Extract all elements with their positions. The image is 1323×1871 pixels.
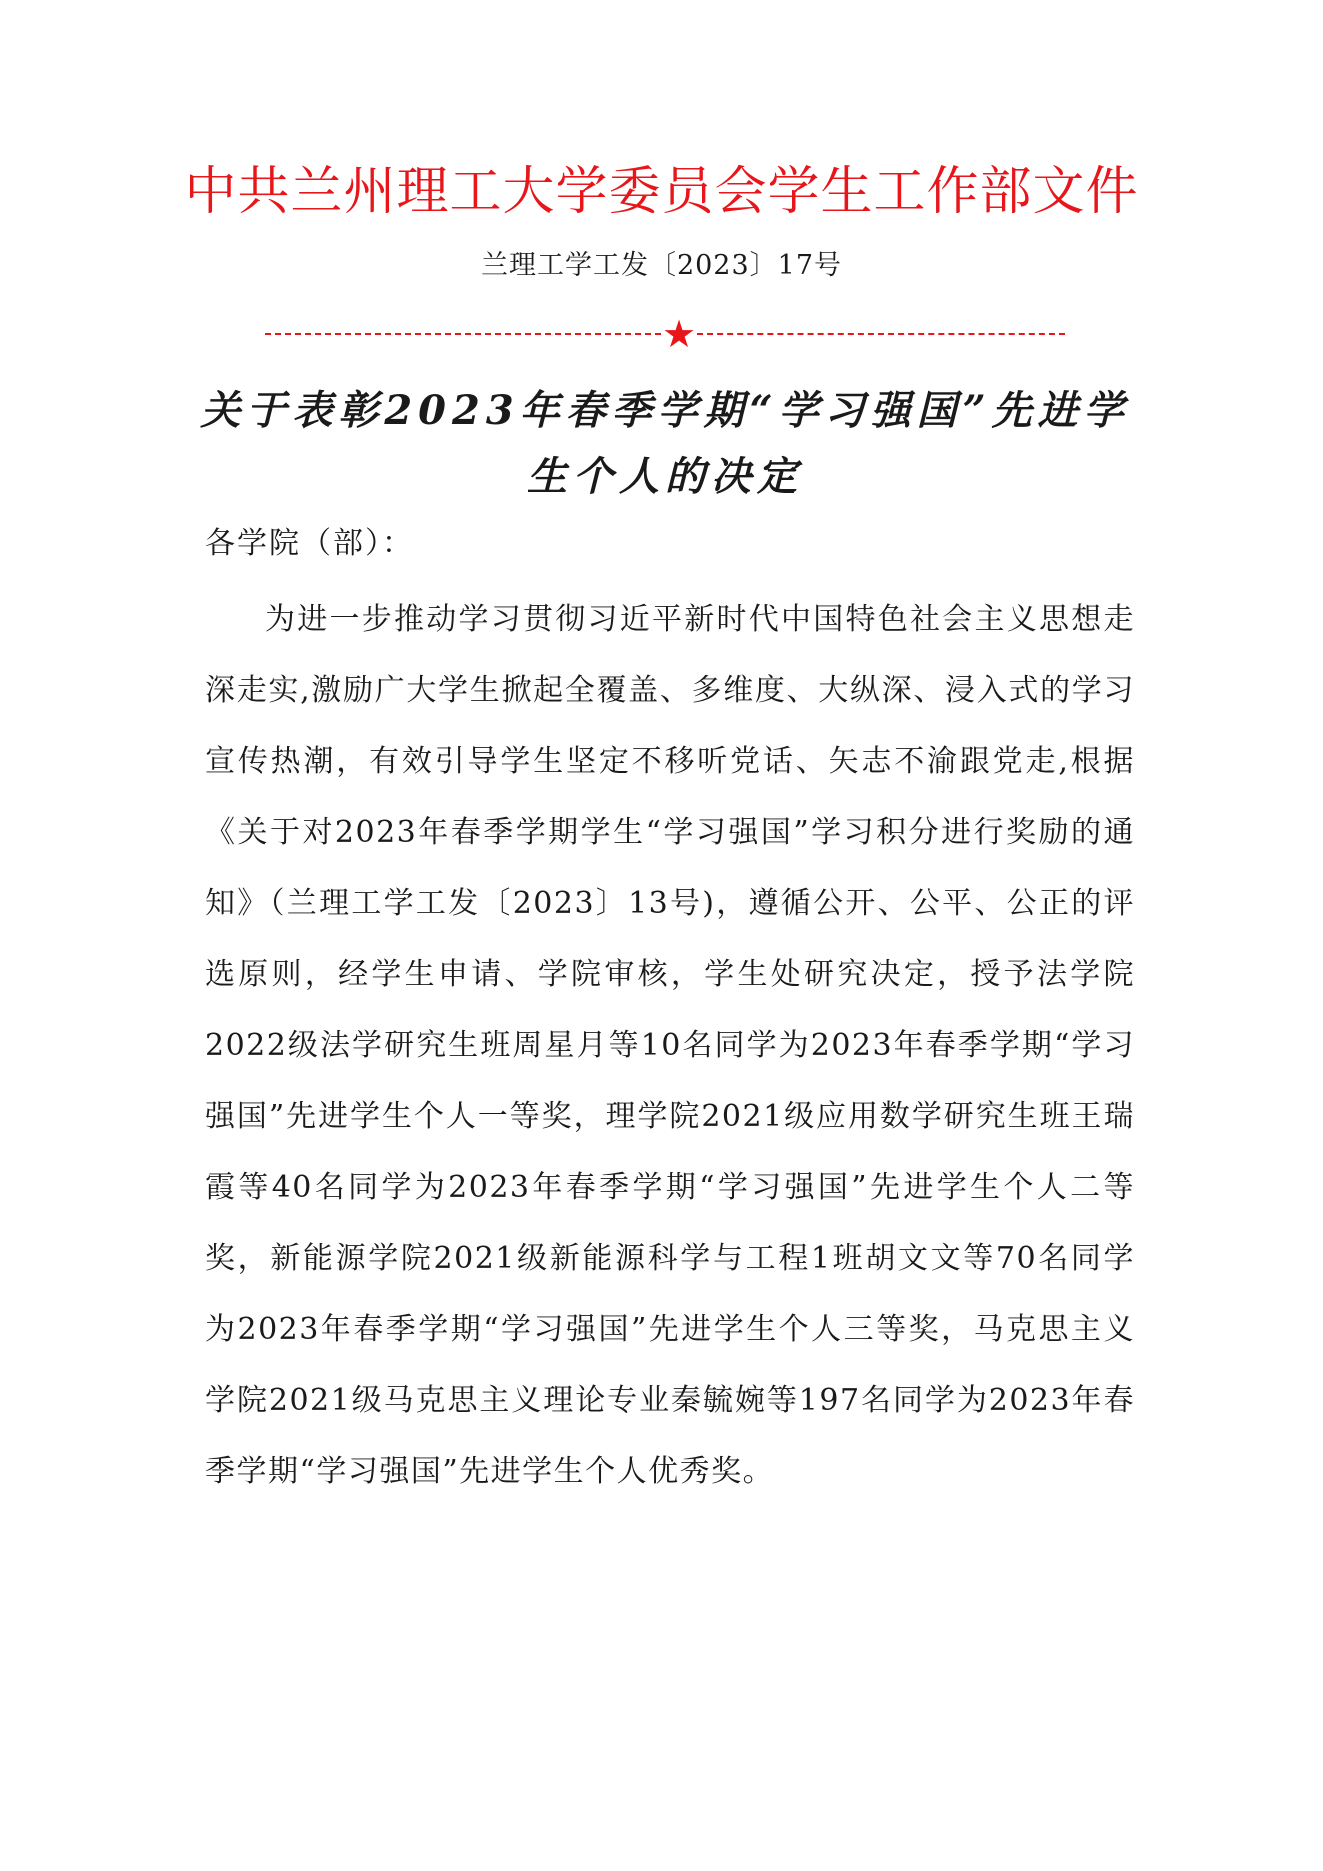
separator-line-left — [265, 333, 661, 335]
separator-line-right — [697, 333, 1065, 335]
document-subject-title: 关于表彰2023年春季学期“学习强国”先进学生个人的决定 — [200, 387, 1130, 500]
document-number: 兰理工学工发〔2023〕17号 — [480, 250, 843, 281]
star-icon: ★ — [661, 312, 697, 356]
salutation: 各学院（部）： — [205, 526, 414, 561]
red-separator-rule — [265, 312, 1065, 356]
body-paragraph: 为进一步推动学习贯彻习近平新时代中国特色社会主义思想走深走实,激励广大学生掀起全覆盖、多维度、大纵深、浸入式的学习宣传热潮，有效引导学生坚定不移听党话、矢志不渝跟党走,根据《关于对2023年春季学期学生“学习强国”学习积分进行奖励的通知》（兰理工学工发〔2023〕13号)，遵循公开、公平、公正的评选原则，经学生申请、学院审核，学生处研究决定，授予法学院2022级法学研究生班周星月等10名同学为2023年春季学期“学习强国”先进学生个人一等奖，理学院2021级应用数学研究生班王瑞霞等40名同学为2023年春季学期“学习强国”先进学生个人二等奖，新能源学院2021级新能源科学与工程1班胡文文等70名同学为2023年春季学期“学习强国”先进学生个人三等奖，马克思主义学院2021级马克思主义理论专业秦毓婉等197名同学为2023年春季学期“学习强国”先进学生个人优秀奖。 — [205, 602, 1135, 1489]
issuer-header-title: 中共兰州理工大学委员会学生工作部文件 — [184, 162, 1139, 222]
